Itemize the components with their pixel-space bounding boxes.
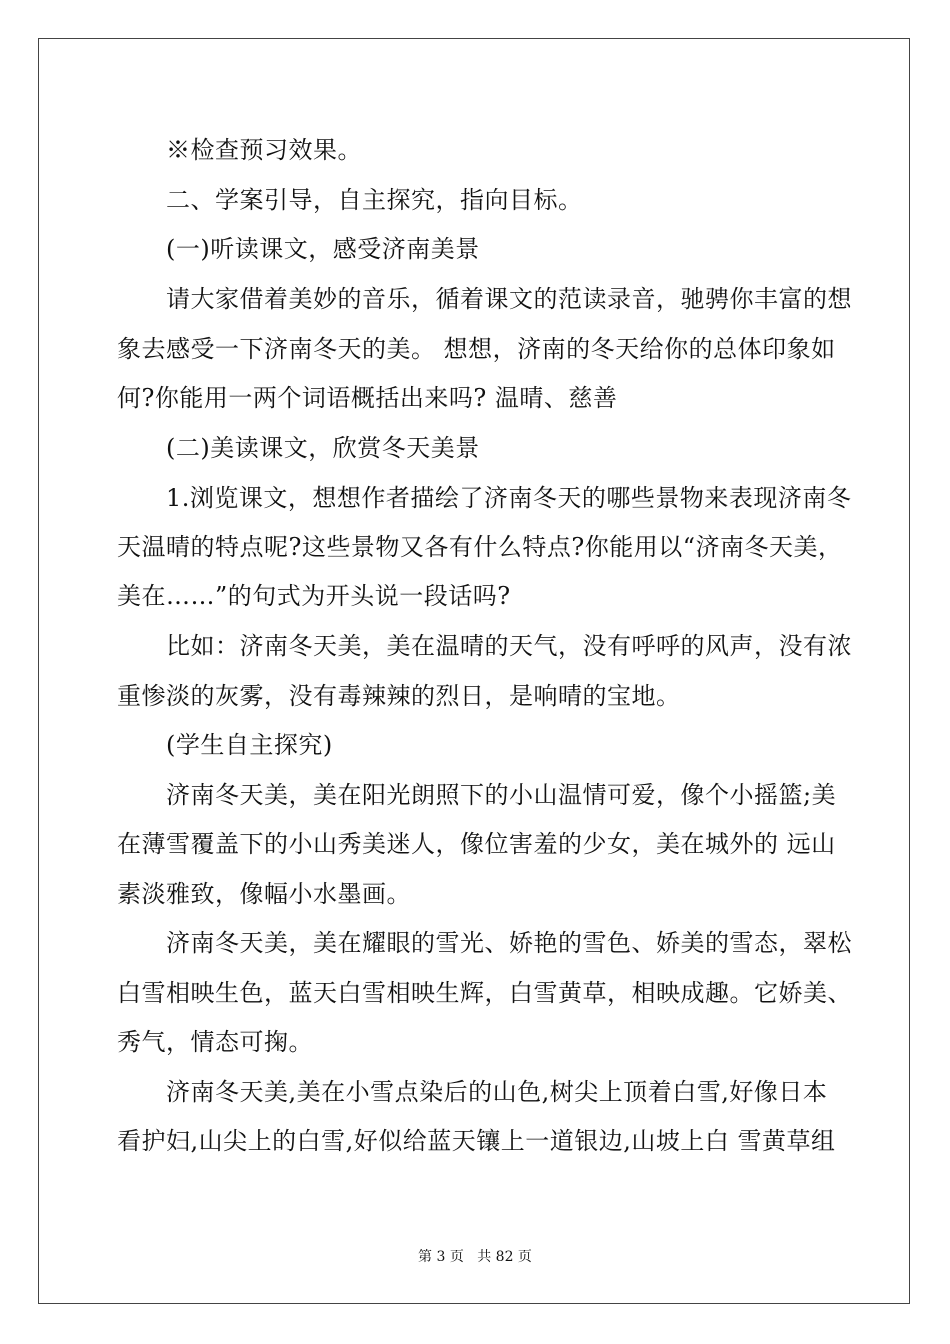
text-line-20: 济南冬天美,美在小雪点染后的山色,树尖上顶着白雪,好像日本 — [117, 1078, 828, 1106]
text-line-6: 何?你能用一两个词语概括出来吗? 温晴、慈善 — [117, 384, 618, 412]
text-line-8: 1.浏览课文，想想作者描绘了济南冬天的哪些景物来表现济南冬 — [117, 484, 852, 512]
text-line-5: 象去感受一下济南冬天的美。 想想，济南的冬天给你的总体印象如 — [117, 335, 836, 363]
text-line-16: 素淡雅致，像幅小水墨画。 — [117, 880, 411, 908]
page-number: 第 3 页 — [418, 1249, 464, 1265]
text-line-11: 比如：济南冬天美，美在温晴的天气，没有呼呼的风声，没有浓 — [117, 632, 852, 660]
text-line-3: (一)听读课文，感受济南美景 — [117, 235, 480, 263]
text-line-10: 美在……”的句式为开头说一段话吗? — [117, 582, 511, 610]
text-line-9: 天温晴的特点呢?这些景物又各有什么特点?你能用以“济南冬天美， — [117, 533, 843, 561]
text-line-14: 济南冬天美，美在阳光朗照下的小山温情可爱，像个小摇篮;美 — [117, 781, 837, 809]
text-line-18: 白雪相映生色，蓝天白雪相映生辉，白雪黄草，相映成趣。它娇美、 — [117, 979, 852, 1007]
text-line-13: (学生自主探究) — [117, 731, 333, 759]
page-footer — [0, 1247, 950, 1267]
text-line-17: 济南冬天美，美在耀眼的雪光、娇艳的雪色、娇美的雪态，翠松 — [117, 929, 852, 957]
text-line-4: 请大家借着美妙的音乐，循着课文的范读录音，驰骋你丰富的想 — [117, 285, 852, 313]
text-line-19: 秀气，情态可掬。 — [117, 1028, 313, 1056]
text-line-2: 二、学案引导，自主探究，指向目标。 — [117, 186, 583, 214]
text-line-21: 看护妇,山尖上的白雪,好似给蓝天镶上一道银边,山坡上白 雪黄草组 — [117, 1127, 836, 1155]
text-line-12: 重惨淡的灰雾，没有毒辣辣的烈日，是响晴的宝地。 — [117, 682, 681, 710]
text-line-1: ※检查预习效果。 — [117, 136, 362, 164]
page-border — [38, 38, 910, 1304]
text-line-7: (二)美读课文，欣赏冬天美景 — [117, 434, 480, 462]
page-total: 共 82 页 — [477, 1249, 532, 1265]
text-line-15: 在薄雪覆盖下的小山秀美迷人，像位害羞的少女，美在城外的 远山 — [117, 830, 836, 858]
